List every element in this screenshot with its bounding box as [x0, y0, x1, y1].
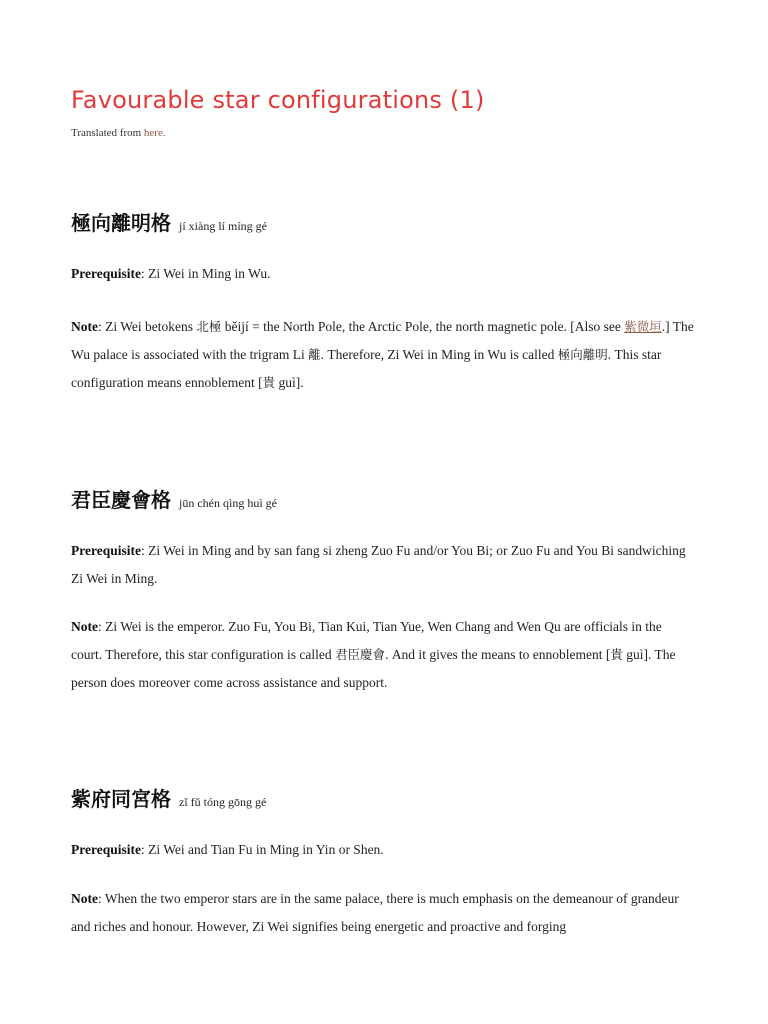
note-text: . Therefore, Zi Wei in Ming in Wu is called	[320, 347, 558, 362]
prerequisite-text: : Zi Wei and Tian Fu in Ming in Yin or Shen.	[141, 842, 384, 857]
ziweiyuan-link[interactable]: 紫微垣	[624, 319, 662, 334]
note-hanzi: 貴	[610, 647, 623, 662]
section-heading-3	[71, 783, 266, 812]
note-text: guì]. The person does moreover come across assistance and support.	[71, 647, 676, 690]
prerequisite-label: Prerequisite	[71, 842, 141, 857]
note-label: Note	[71, 619, 98, 634]
note-text: : Zi Wei betokens	[98, 319, 197, 334]
note-hanzi: 北極	[196, 319, 222, 334]
note-hanzi: 離	[308, 347, 321, 362]
note-text: . And it gives the means to ennoblement [	[385, 647, 611, 662]
note-text: . This star configuration means ennoblement [	[71, 347, 662, 390]
note-3	[71, 885, 696, 941]
note-label: Note	[71, 319, 98, 334]
prerequisite-text: : Zi Wei in Ming in Wu.	[141, 266, 271, 281]
prerequisite-label: Prerequisite	[71, 543, 141, 558]
note-text: guì].	[275, 375, 304, 390]
note-hanzi: 貴	[262, 375, 276, 390]
source-link[interactable]: here.	[143, 127, 166, 139]
section-pinyin: jūn chén qìng huì gé	[179, 496, 277, 510]
note-text: : When the two emperor stars are in the same palace, there is much emphasis on the demeanour of grandeur and riches and honour. However, Zi Wei signifies being energetic and proactive and forging	[71, 891, 679, 934]
section-pinyin: zǐ fǔ tóng gōng gé	[179, 795, 267, 809]
translation-credit	[71, 127, 166, 139]
translation-credit-text: Translated from	[71, 127, 144, 139]
section-hanzi: 紫府同宮格	[71, 787, 171, 811]
prerequisite-1	[71, 260, 696, 288]
note-hanzi: 君臣慶會	[335, 647, 386, 662]
note-1	[71, 313, 696, 397]
section-heading-1	[71, 207, 267, 236]
section-hanzi: 君臣慶會格	[71, 488, 171, 512]
section-pinyin: jí xiàng lí míng gé	[179, 219, 267, 233]
note-text: běijí = the North Pole, the Arctic Pole, the north magnetic pole. [Also see	[221, 319, 625, 334]
prerequisite-label: Prerequisite	[71, 266, 141, 281]
note-hanzi: 極向離明	[557, 347, 608, 362]
section-hanzi: 極向離明格	[71, 211, 171, 235]
prerequisite-3	[71, 836, 696, 864]
prerequisite-2	[71, 537, 696, 593]
section-heading-2	[71, 484, 277, 513]
note-text: .] The Wu palace is associated with the trigram Li	[71, 319, 694, 362]
note-label: Note	[71, 891, 98, 906]
note-2	[71, 613, 696, 697]
prerequisite-text: : Zi Wei in Ming and by san fang si zheng Zuo Fu and/or You Bi; or Zuo Fu and You Bi sandwiching Zi Wei in Ming.	[71, 543, 686, 586]
note-text: : Zi Wei is the emperor. Zuo Fu, You Bi, Tian Kui, Tian Yue, Wen Chang and Wen Qu are officials in the court. Therefore, this star configuration is called	[71, 619, 662, 662]
page-title: Favourable star configurations (1)	[71, 86, 485, 114]
